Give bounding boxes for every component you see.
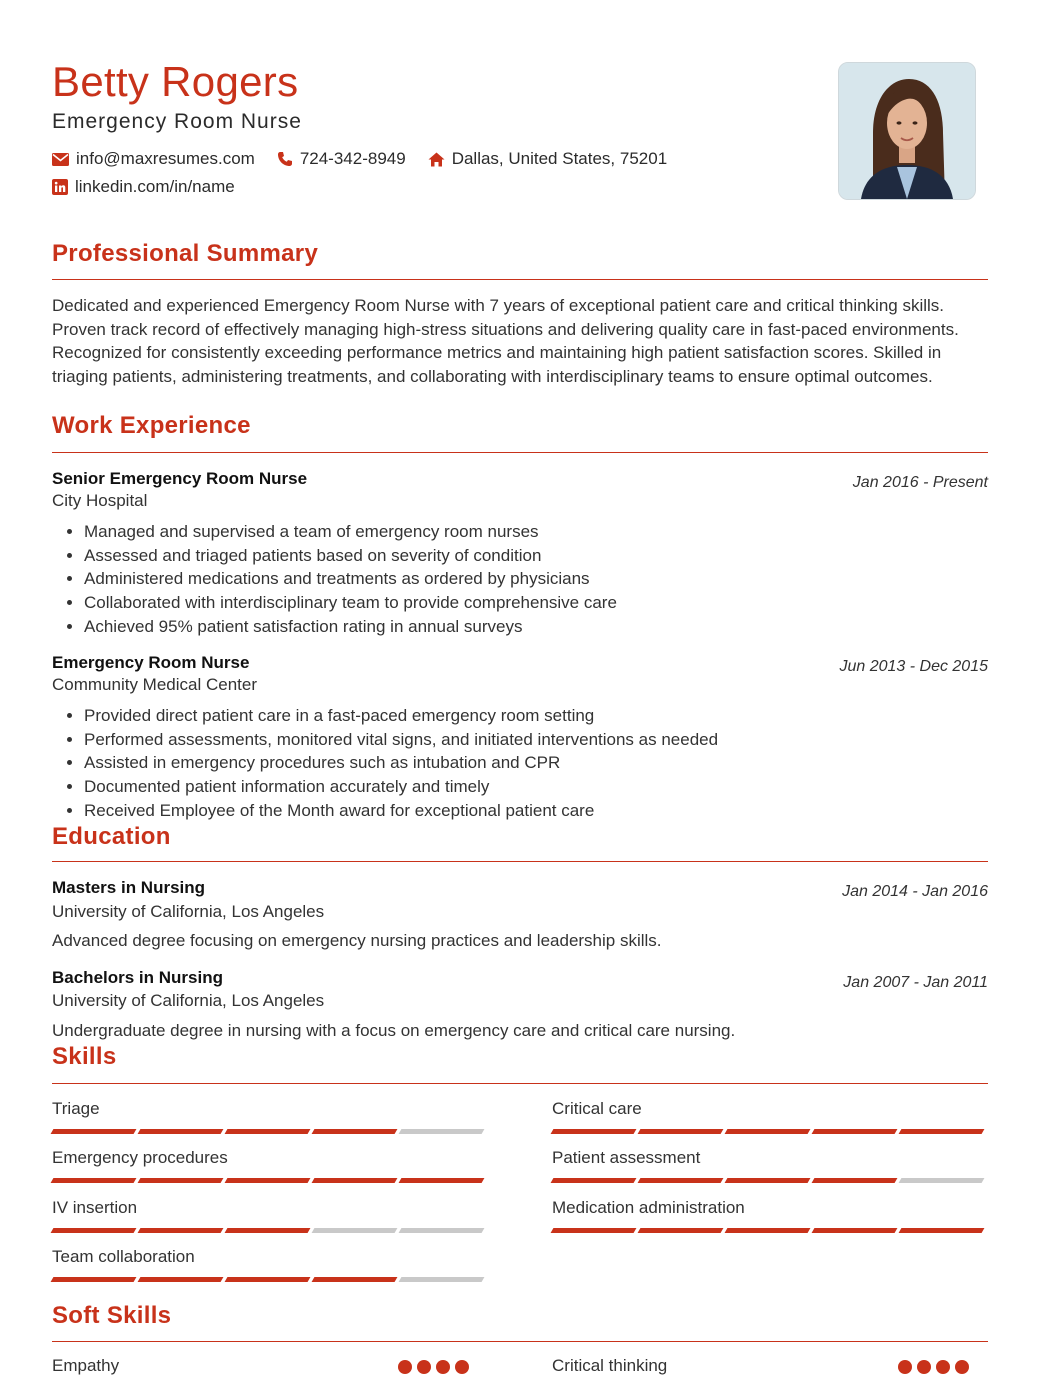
profile-portrait (839, 63, 975, 199)
skill-level-bar (52, 1277, 488, 1282)
skill-level-segment-empty (399, 1277, 485, 1282)
contact-phone[interactable] (277, 149, 406, 169)
edu-2-description: Undergraduate degree in nursing with a focus on emergency care and critical care nursing. (52, 1021, 736, 1040)
soft-skills-divider (52, 1341, 988, 1342)
skill-level-segment-filled (899, 1228, 985, 1233)
skill-level-segment-filled (51, 1277, 137, 1282)
skill-name: Emergency procedures (52, 1148, 228, 1167)
skill-level-segment-filled (225, 1277, 311, 1282)
experience-divider (52, 452, 988, 453)
skill-name: Team collaboration (52, 1247, 195, 1266)
edu-2-school: University of California, Los Angeles (52, 991, 325, 1010)
skill-name: Patient assessment (552, 1148, 701, 1167)
job-2-bullet: • Documented patient information accurately and timely (84, 775, 718, 799)
skill-level-segment-empty (899, 1178, 985, 1183)
skill-level-segment-filled (638, 1178, 724, 1183)
skill-level-bar (52, 1228, 488, 1233)
skill-name: Medication administration (552, 1198, 745, 1217)
edu-1-description: Advanced degree focusing on emergency nursing practices and leadership skills. (52, 931, 662, 950)
contact-linkedin[interactable] (52, 177, 235, 197)
skill-level-segment-filled (312, 1277, 398, 1282)
edu-1-school: University of California, Los Angeles (52, 902, 325, 921)
edu-2-dates: Jan 2007 - Jan 2011 (843, 974, 988, 991)
skill-level-segment-empty (312, 1228, 398, 1233)
skill-level-segment-filled (225, 1178, 311, 1183)
summary-heading: Professional Summary (52, 240, 319, 267)
skill-item (552, 1198, 988, 1233)
job-1-bullet: • Collaborated with interdisciplinary team to provide comprehensive care (84, 591, 617, 615)
skill-level-segment-filled (312, 1178, 398, 1183)
skill-level-segment-filled (399, 1178, 485, 1183)
skill-level-segment-filled (138, 1178, 224, 1183)
summary-divider (52, 279, 988, 280)
contact-linkedin-text: linkedin.com/in/name (75, 177, 235, 196)
skill-level-segment-filled (312, 1129, 398, 1134)
job-1-dates: Jan 2016 - Present (852, 474, 988, 491)
skill-level-bar (52, 1178, 488, 1183)
job-1-bullet: • Assessed and triaged patients based on severity of condition (84, 544, 617, 568)
job-2-bullet: • Performed assessments, monitored vital signs, and initiated interventions as needed (84, 728, 718, 752)
job-2-bullet: • Received Employee of the Month award for exceptional patient care (84, 799, 718, 823)
skills-divider (52, 1083, 988, 1084)
job-1-bullets (52, 520, 617, 638)
skill-level-segment-filled (899, 1129, 985, 1134)
skill-level-segment-filled (812, 1178, 898, 1183)
skill-level-segment-filled (551, 1228, 637, 1233)
skill-level-segment-filled (225, 1129, 311, 1134)
experience-heading: Work Experience (52, 412, 251, 439)
skill-level-bar (552, 1129, 988, 1134)
skill-level-bar (552, 1178, 988, 1183)
job-1-bullet: • Achieved 95% patient satisfaction rating in annual surveys (84, 615, 617, 639)
skill-level-segment-filled (812, 1228, 898, 1233)
skill-level-segment-filled (138, 1129, 224, 1134)
profile-photo (838, 62, 976, 200)
job-1-role: Senior Emergency Room Nurse (52, 469, 308, 488)
skill-level-segment-filled (51, 1228, 137, 1233)
skill-level-segment-filled (638, 1129, 724, 1134)
contact-location-text: Dallas, United States, 75201 (451, 149, 668, 168)
skill-level-segment-filled (138, 1228, 224, 1233)
edu-2-degree: Bachelors in Nursing (52, 968, 223, 987)
education-heading: Education (52, 823, 171, 850)
skill-item (552, 1099, 988, 1134)
candidate-name: Betty Rogers (52, 58, 299, 105)
phone-icon (277, 151, 293, 167)
skill-name: IV insertion (52, 1198, 138, 1217)
home-icon (428, 152, 445, 167)
skill-level-segment-filled (638, 1228, 724, 1233)
job-2-company: Community Medical Center (52, 675, 258, 694)
contact-phone-text: 724-342-8949 (299, 149, 406, 168)
job-1-bullet: • Administered medications and treatments as ordered by physicians (84, 567, 617, 591)
skills-heading: Skills (52, 1043, 117, 1070)
candidate-title: Emergency Room Nurse (52, 110, 302, 133)
skill-level-segment-filled (725, 1228, 811, 1233)
envelope-icon (52, 153, 69, 166)
job-2-dates: Jun 2013 - Dec 2015 (839, 658, 988, 675)
skill-level-segment-filled (138, 1277, 224, 1282)
soft-skill-name: Empathy (52, 1356, 120, 1375)
skill-item (52, 1198, 488, 1233)
soft-skills-heading: Soft Skills (52, 1302, 172, 1329)
skill-level-segment-filled (725, 1178, 811, 1183)
skill-name: Triage (52, 1099, 100, 1118)
skill-item (52, 1247, 488, 1282)
job-2-bullets (52, 704, 718, 822)
contact-row-1 (52, 149, 689, 169)
skill-item (52, 1148, 488, 1183)
job-1-bullet: • Managed and supervised a team of emergency room nurses (84, 520, 617, 544)
job-1-company: City Hospital (52, 491, 148, 510)
skill-level-segment-filled (51, 1129, 137, 1134)
education-divider (52, 861, 988, 862)
skill-level-segment-empty (399, 1129, 485, 1134)
skill-level-segment-filled (812, 1129, 898, 1134)
skill-item (52, 1099, 488, 1134)
skill-item (552, 1148, 988, 1183)
skill-level-segment-empty (399, 1228, 485, 1233)
contact-row-2 (52, 177, 257, 197)
skill-level-bar (52, 1129, 488, 1134)
edu-1-dates: Jan 2014 - Jan 2016 (842, 883, 988, 900)
skill-level-segment-filled (551, 1178, 637, 1183)
skill-level-segment-filled (551, 1129, 637, 1134)
job-2-bullet: • Assisted in emergency procedures such as intubation and CPR (84, 751, 718, 775)
job-2-role: Emergency Room Nurse (52, 653, 250, 672)
contact-email[interactable] (52, 149, 255, 169)
skill-level-segment-filled (51, 1178, 137, 1183)
skill-name: Critical care (552, 1099, 642, 1118)
summary-text: Dedicated and experienced Emergency Room Nurse with 7 years of exceptional patient care and critical thinking skills. Proven track record of effectively managing high-stress situations and delivering quality care in fast-paced environments. Recognized for consistently exceeding performance metrics and maintaining high patient satisfaction scores. Skilled in triaging patients, administering treatments, and collaborating with interdisciplinary teams to ensure optimal outcomes. (52, 296, 959, 386)
skill-level-bar (552, 1228, 988, 1233)
edu-1-degree: Masters in Nursing (52, 878, 206, 897)
contact-email-text: info@maxresumes.com (76, 149, 255, 168)
job-2-bullet: • Provided direct patient care in a fast-paced emergency room setting (84, 704, 718, 728)
soft-skill-name: Critical thinking (552, 1356, 668, 1375)
contact-location (428, 149, 667, 169)
skill-level-segment-filled (725, 1129, 811, 1134)
linkedin-icon (52, 179, 68, 195)
skill-level-segment-filled (225, 1228, 311, 1233)
